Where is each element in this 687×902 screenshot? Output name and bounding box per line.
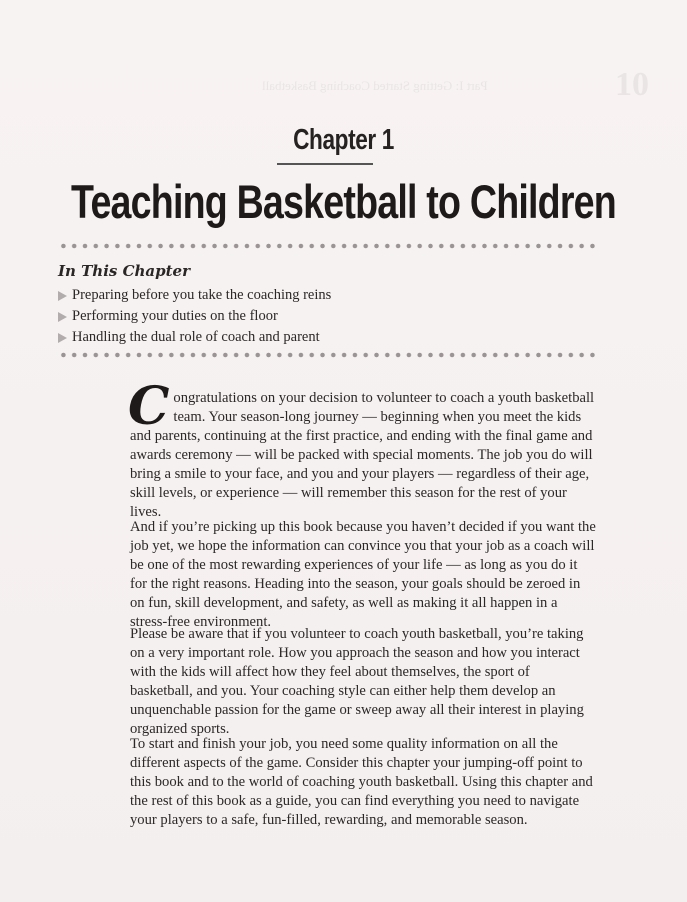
triangle-bullet-icon [58,333,67,343]
drop-cap: C [128,376,170,437]
dotted-divider-bottom [58,352,598,358]
paragraph-4: To start and finish your job, you need some quality information on all the different aspects of the game. Consider this chapter your jumping-off point to this book and to the world of coaching youth basketball. Using this chapter and the rest of this book as a guide, you can find everything you need to navigate your players to a safe, fun-filled, rewarding, and memorable season. [130,736,593,828]
chapter-label: Chapter 1 [293,124,394,156]
in-this-chapter-list [58,285,331,348]
triangle-bullet-icon [58,312,67,322]
dotted-divider-top [58,243,598,249]
paragraph-text: ongratulations on your decision to volunteer to coach a youth basketball team. Your season-long journey — beginning when you meet the kids and parents, continuing at the first practice, and ending with the final game and awards ceremony — will be packed with special moments. The job you do will bring a smile to your face, and you and your players — regardless of their age, skill levels, or experience — will remember this season for the rest of your lives. [130,390,595,520]
chapter-rule [277,163,373,165]
triangle-bullet-icon [58,291,67,301]
in-this-chapter-heading: In This Chapter [58,262,191,280]
list-item-text: Performing your duties on the floor [72,308,278,324]
chapter-title: Teaching Basketball to Children [71,175,616,228]
list-item [58,285,331,306]
list-item [58,327,331,348]
list-item-text: Preparing before you take the coaching reins [72,287,332,303]
paragraph-2: And if you’re picking up this book because you haven’t decided if you want the job yet, we hope the information can convince you that your job as a coach will be one of the most rewarding experiences of your life — as long as you do it for the right reasons. Heading into the season, your goals should be zeroed in on fun, skill development, and safety, as well as making it all happen in a stress-free environment. [130,519,596,630]
list-item-text: Handling the dual role of coach and parent [72,329,320,345]
paragraph-1 [128,376,596,522]
list-item [58,306,331,327]
bleed-through-page-number: 10 [615,66,649,103]
bleed-through-running-head: Part I: Getting Started Coaching Basketball [262,78,488,93]
paragraph-3: Please be aware that if you volunteer to coach youth basketball, you’re taking on a very important role. How you approach the season and how you interact with the kids will affect how they feel about themselves, the sport of basketball, and you. Your coaching style can either help them develop an unquenchable passion for the game or sweep away all their interest in playing organized sports. [130,626,584,737]
